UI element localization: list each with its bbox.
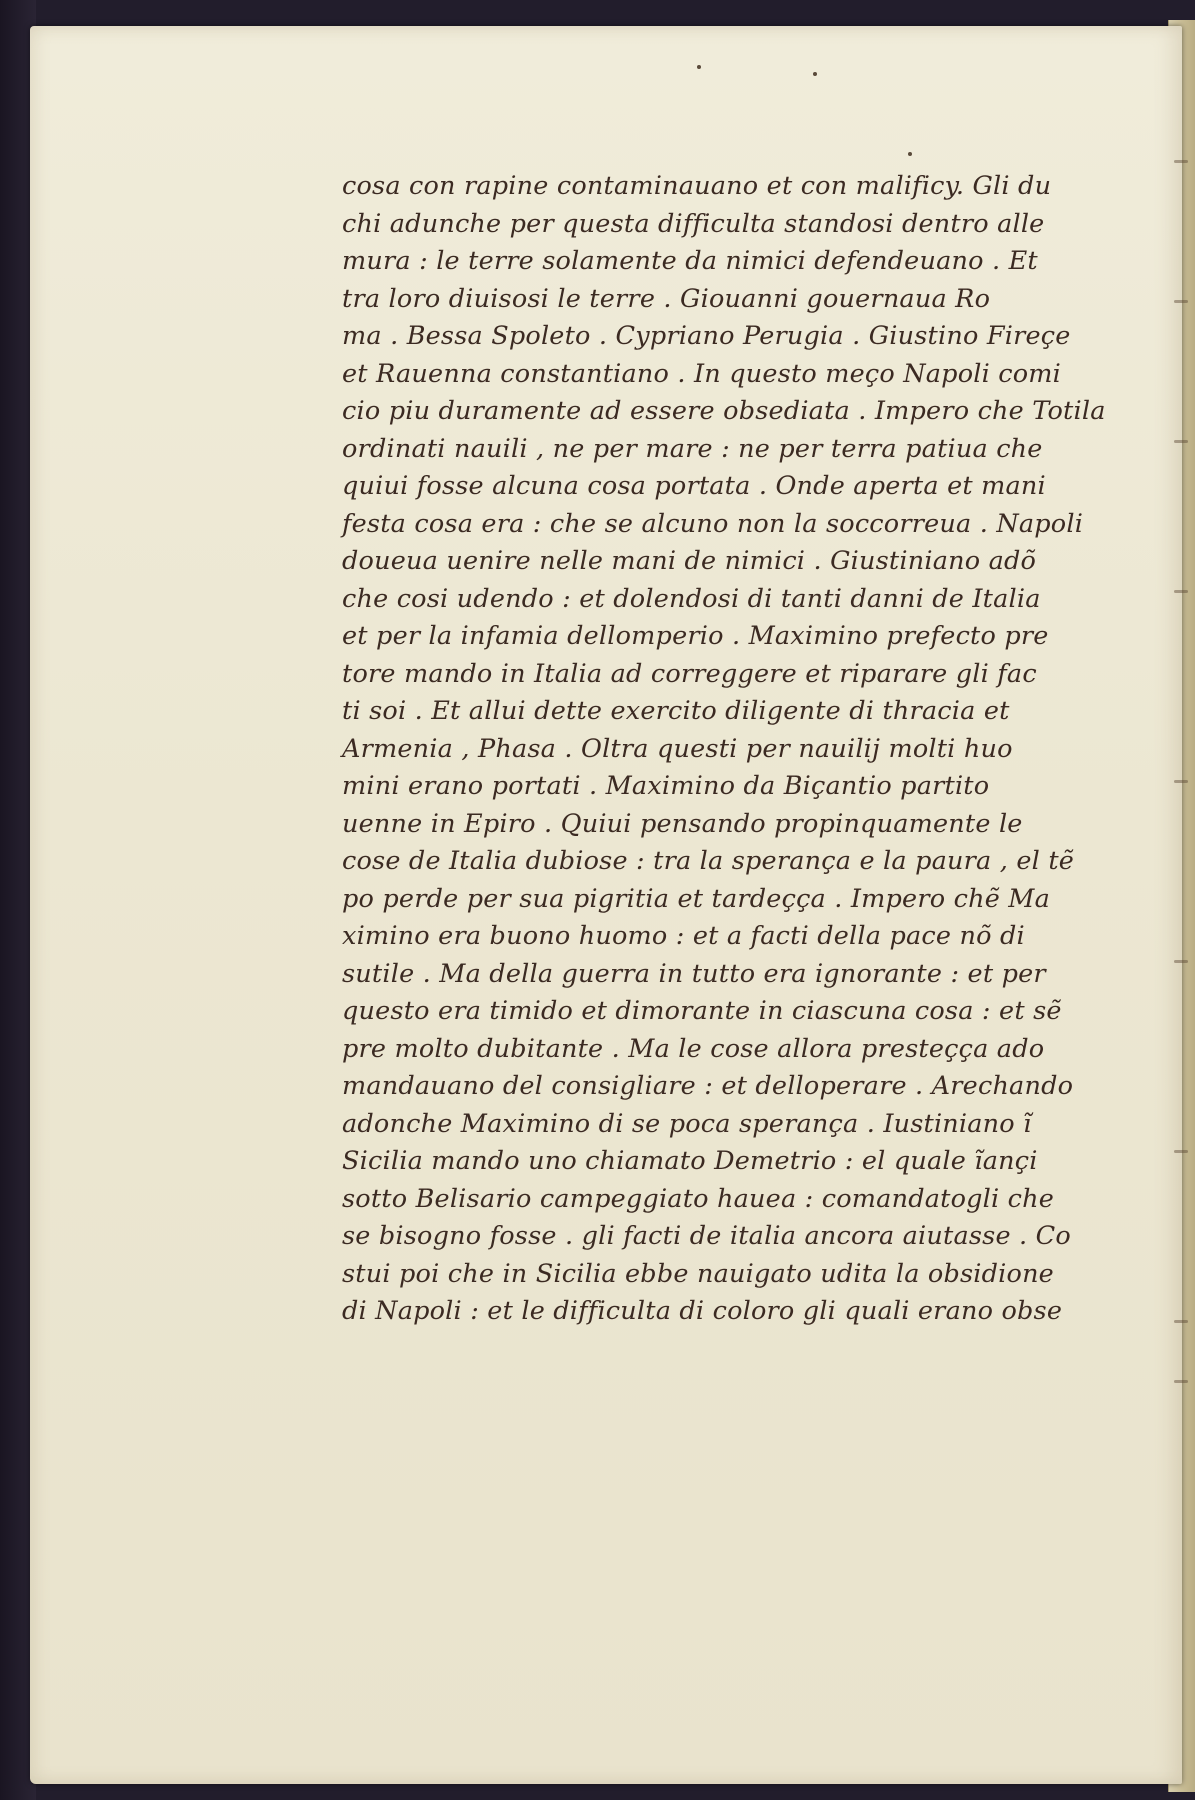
text-line: adonche Maximino di se poca sperança . Iustiniano ĩ: [342, 1108, 1032, 1139]
text-line: doueua uenire nelle mani de nimici . Giustiniano adõ: [342, 546, 1037, 576]
text-line: ximino era buono huomo : et a facti della pace nõ di: [342, 921, 1025, 951]
text-line: et per la infamia dellomperio . Maximino prefecto pre: [342, 621, 1049, 651]
text-line: cose de Italia dubiose : tra la sperança e la paura , el tẽ: [342, 846, 1075, 876]
text-line: mura : le terre solamente da nimici defendeuano . Et: [342, 246, 1038, 276]
text-line: questo era timido et dimorante in ciascuna cosa : et sẽ: [342, 996, 1062, 1026]
text-line: et Rauenna constantiano . In questo meço Napoli comi: [342, 358, 1062, 389]
manuscript-text: [342, 168, 1106, 1331]
text-line: che cosi udendo : et dolendosi di tanti danni de Italia: [342, 583, 1041, 614]
text-line: sotto Belisario campeggiato hauea : comandatogli che: [342, 1183, 1055, 1214]
text-line: Armenia , Phasa . Oltra questi per nauilij molti huo: [342, 733, 1013, 764]
text-line: ordinati nauili , ne per mare : ne per terra patiua che: [342, 433, 1043, 464]
text-line: mandauano del consigliare : et delloperare . Arechando: [342, 1071, 1074, 1101]
bleed-mark: [1174, 780, 1188, 783]
text-line: se bisogno fosse . gli facti de italia ancora aiutasse . Co: [342, 1221, 1071, 1251]
bleed-mark: [1174, 1380, 1188, 1383]
text-line: stui poi che in Sicilia ebbe nauigato udita la obsidione: [342, 1258, 1054, 1289]
text-line: quiui fosse alcuna cosa portata . Onde aperta et mani: [342, 471, 1046, 501]
text-line: tore mando in Italia ad correggere et riparare gli fac: [342, 658, 1037, 689]
text-line: mini erano portati . Maximino da Biçantio partito: [342, 771, 990, 801]
text-line: ti soi . Et allui dette exercito diligente di thracia et: [342, 696, 1010, 726]
bleed-mark: [1174, 300, 1188, 303]
bleed-mark: [1174, 960, 1188, 963]
text-line: chi adunche per questa difficulta standosi dentro alle: [342, 208, 1045, 239]
text-line: uenne in Epiro . Quiui pensando propinquamente le: [342, 808, 1023, 839]
text-line: cosa con rapine contaminauano et con malificy. Gli du: [342, 171, 1052, 201]
bleed-mark: [1174, 1320, 1188, 1323]
text-line: po perde per sua pigritia et tardeçça . Impero chẽ Ma: [342, 883, 1051, 914]
text-line: festa cosa era : che se alcuno non la soccorreua . Napoli: [342, 508, 1084, 539]
bleed-mark: [1174, 160, 1188, 163]
ink-dot: [908, 152, 912, 156]
text-line: cio piu duramente ad essere obsediata . Impero che Totila: [342, 396, 1106, 426]
bleed-mark: [1174, 590, 1188, 593]
text-line: di Napoli : et le difficulta di coloro gli quali erano obse: [342, 1296, 1063, 1326]
bleed-mark: [1174, 1150, 1188, 1153]
text-line: tra loro diuisosi le terre . Giouanni gouernaua Ro: [342, 283, 991, 314]
ink-dot: [813, 72, 817, 76]
bleed-mark: [1174, 440, 1188, 443]
text-line: sutile . Ma della guerra in tutto era ignorante : et per: [342, 958, 1046, 989]
text-line: pre molto dubitante . Ma le cose allora presteçça ado: [342, 1033, 1045, 1064]
text-line: ma . Bessa Spoleto . Cypriano Perugia . Giustino Fireçe: [342, 321, 1071, 351]
ink-dot: [697, 65, 701, 69]
text-line: Sicilia mando uno chiamato Demetrio : el quale ĩançi: [342, 1146, 1038, 1176]
